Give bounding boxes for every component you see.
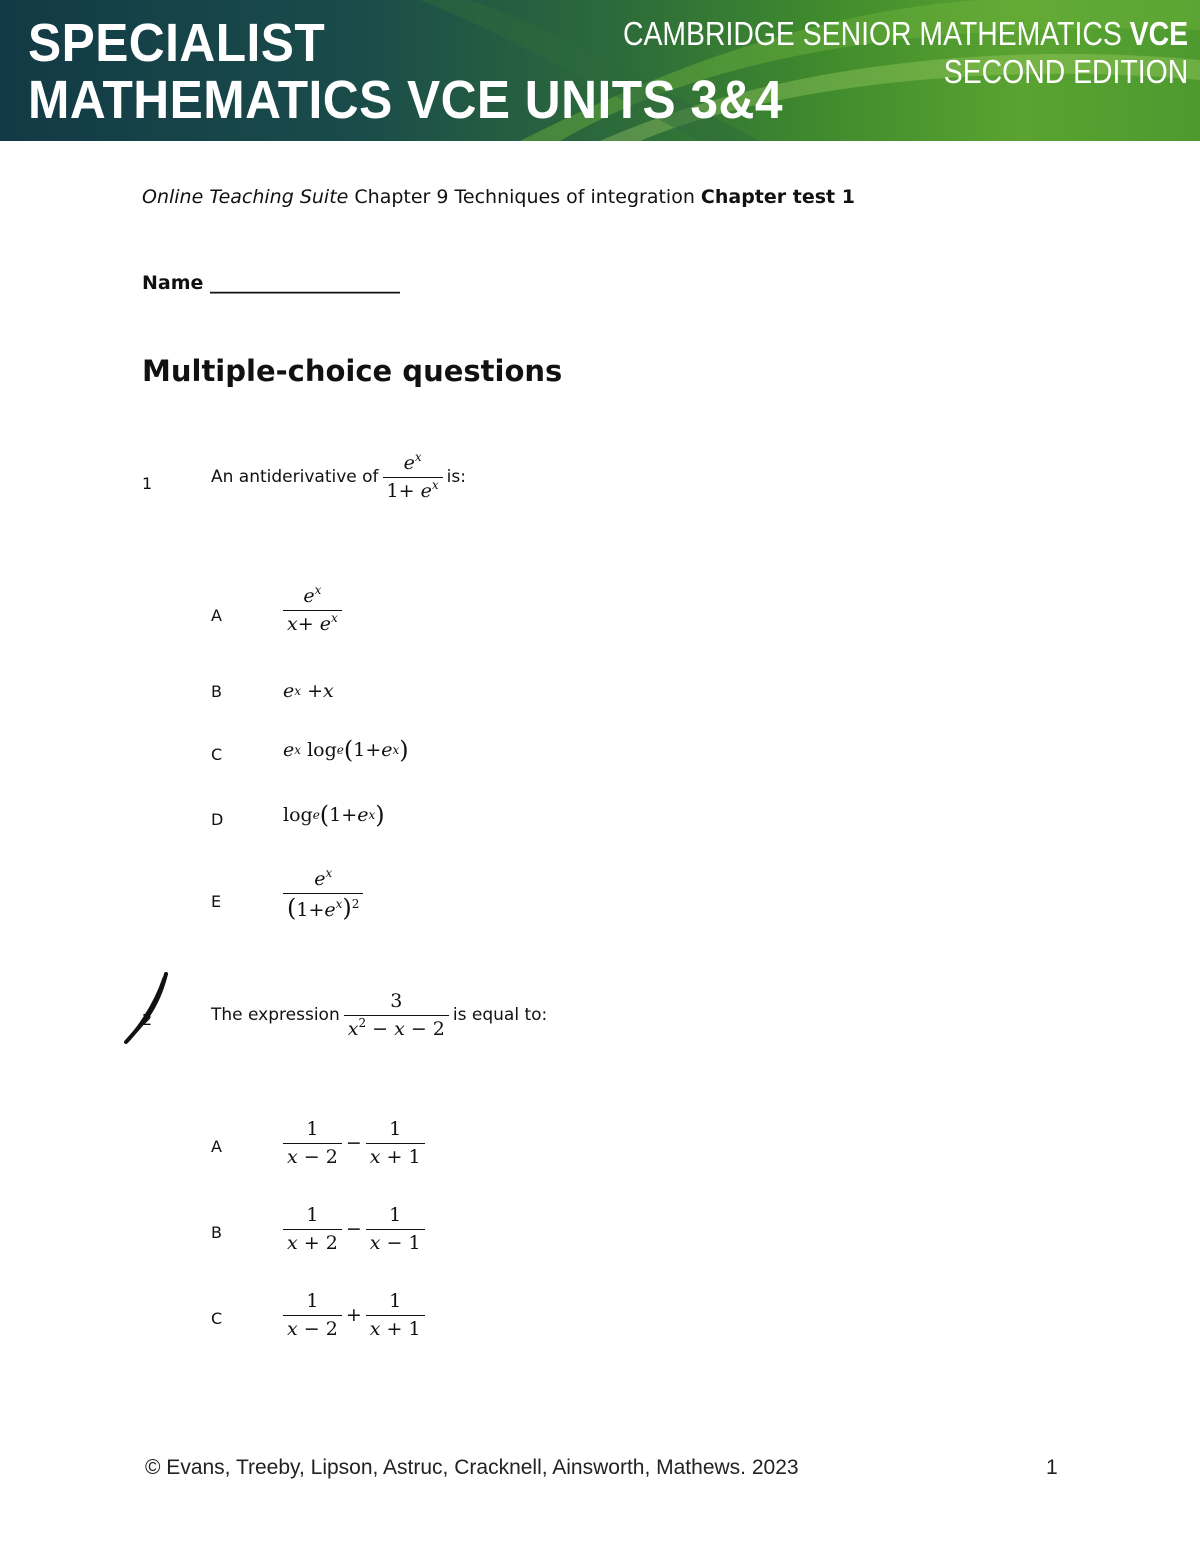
name-field: Name ____________________ xyxy=(142,272,401,294)
option-letter: D xyxy=(211,810,224,829)
question-2-lead: The expression xyxy=(211,1005,340,1026)
q1-option-d-math: log e ( 1+ e x ) xyxy=(283,801,385,829)
copyright-footer: © Evans, Treeby, Lipson, Astruc, Cracknell, Ainsworth, Mathews. 2023 xyxy=(145,1456,799,1479)
question-number: 2 xyxy=(142,1010,153,1029)
q1-option-e-math: $\frac{e^x}{(1+e^x)^2}$ xyxy=(283,868,367,922)
handwritten-pen-mark xyxy=(118,970,174,1046)
q2-option-c-math: $\frac{1}{x - 2}$ + $\frac{1}{x + 1}$ xyxy=(283,1290,429,1341)
q2-option-a-math: $\frac{1}{x - 2}$ − $\frac{1}{x + 1}$ xyxy=(283,1118,429,1169)
page-number: 1 xyxy=(1046,1456,1058,1479)
banner-title-line-2: MATHEMATICS VCE UNITS 3&4 xyxy=(28,70,783,130)
test-title: Chapter test 1 xyxy=(700,186,855,208)
series-prefix: CAMBRIDGE SENIOR MATHEMATICS xyxy=(622,15,1130,52)
option-letter: B xyxy=(211,682,222,701)
option-letter: C xyxy=(211,1309,223,1328)
question-2-text xyxy=(211,990,547,1041)
banner-title-line-1: SPECIALIST xyxy=(28,13,326,73)
q1-option-c-math: e x log e ( 1+ e x ) xyxy=(283,736,409,764)
option-letter: A xyxy=(211,1137,222,1156)
q1-option-b-math: e x + x xyxy=(283,680,334,702)
question-1-fraction: $\frac{e^x}{1+ e^x}$ xyxy=(383,452,443,503)
question-2-tail: is equal to: xyxy=(452,1005,548,1026)
chapter-title: Chapter 9 Techniques of integration xyxy=(348,186,701,208)
banner xyxy=(0,0,1200,141)
edition-label: SECOND EDITION xyxy=(943,53,1188,90)
question-2-fraction: $\frac{3}{x^2 - x - 2}$ xyxy=(344,990,449,1041)
option-letter: A xyxy=(211,606,222,625)
option-letter: C xyxy=(211,745,223,764)
question-1-text xyxy=(211,452,466,503)
question-1-lead: An antiderivative of xyxy=(211,467,379,488)
document-header xyxy=(142,186,855,208)
question-1-tail: is: xyxy=(446,467,466,488)
option-letter: E xyxy=(211,892,222,911)
series-name xyxy=(623,17,1188,50)
series-vce: VCE xyxy=(1129,15,1188,52)
section-heading: Multiple-choice questions xyxy=(142,354,563,388)
question-number: 1 xyxy=(142,474,153,493)
option-letter: B xyxy=(211,1223,222,1242)
q1-option-a-math: $\frac{e^x}{x+ e^x}$ xyxy=(283,585,346,636)
q2-option-b-math: $\frac{1}{x + 2}$ − $\frac{1}{x - 1}$ xyxy=(283,1204,429,1255)
suite-name: Online Teaching Suite xyxy=(142,186,349,208)
